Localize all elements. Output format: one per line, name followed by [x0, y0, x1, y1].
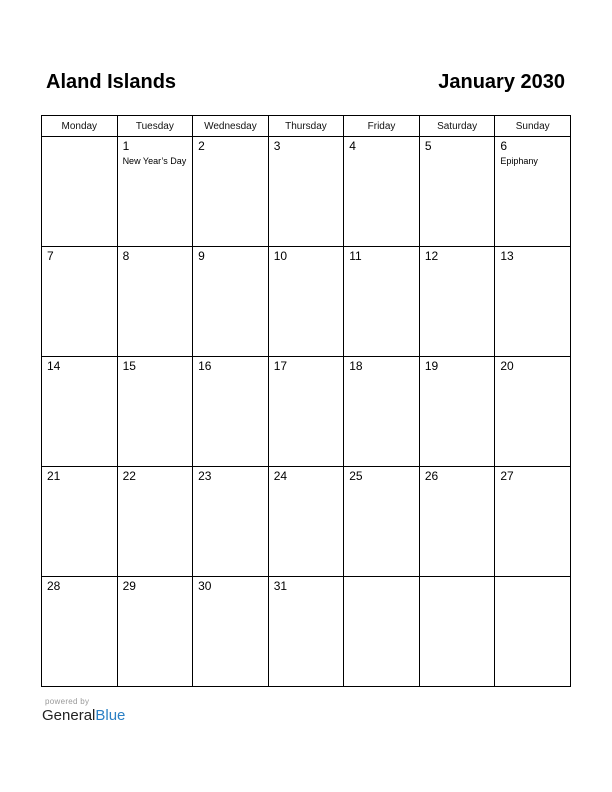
day-number: 20 — [500, 359, 514, 373]
empty-day-cell — [495, 577, 571, 687]
calendar-grid — [41, 115, 571, 687]
day-number: 26 — [424, 469, 439, 483]
weekday-header: Sunday — [495, 116, 571, 137]
day-number: 24 — [273, 469, 288, 483]
day-number: 4 — [349, 139, 356, 153]
day-cell — [344, 137, 420, 247]
day-cell — [344, 247, 420, 357]
day-number: 15 — [122, 359, 136, 373]
weekday-header: Tuesday — [117, 116, 193, 137]
day-cell — [193, 467, 269, 577]
day-cell — [117, 247, 193, 357]
day-cell — [42, 247, 118, 357]
day-number: 6 — [500, 139, 508, 153]
day-cell — [344, 357, 420, 467]
day-number: 30 — [198, 579, 212, 593]
day-cell — [193, 357, 269, 467]
empty-day-cell — [42, 137, 118, 247]
weekday-header: Friday — [344, 116, 420, 137]
week-row — [42, 577, 571, 687]
day-cell — [419, 467, 495, 577]
week-row — [42, 467, 571, 577]
day-number: 22 — [122, 469, 136, 483]
day-cell — [419, 357, 495, 467]
day-cell — [268, 577, 344, 687]
week-row — [42, 137, 571, 247]
logo-blue-text: Blue — [95, 707, 126, 724]
day-number: 9 — [198, 249, 205, 263]
day-number: 8 — [122, 249, 130, 263]
day-number: 7 — [47, 249, 54, 263]
day-cell — [268, 467, 344, 577]
week-row — [42, 357, 571, 467]
day-number: 19 — [424, 359, 439, 373]
holiday-label: New Year’s Day — [122, 156, 187, 166]
weekday-header-row — [42, 116, 571, 137]
day-number: 29 — [122, 579, 136, 593]
day-cell — [117, 357, 193, 467]
day-number: 5 — [424, 139, 432, 153]
day-cell — [268, 357, 344, 467]
day-cell — [268, 137, 344, 247]
day-cell — [495, 247, 571, 357]
day-cell — [495, 137, 571, 247]
weekday-header: Thursday — [268, 116, 344, 137]
day-number: 16 — [198, 359, 212, 373]
day-cell — [193, 247, 269, 357]
day-cell — [42, 357, 118, 467]
day-number: 28 — [47, 579, 61, 593]
weekday-header: Saturday — [419, 116, 495, 137]
weekday-header: Monday — [42, 116, 118, 137]
day-cell — [268, 247, 344, 357]
day-cell — [117, 137, 193, 247]
day-cell — [495, 357, 571, 467]
day-number: 23 — [198, 469, 212, 483]
day-cell — [419, 137, 495, 247]
day-number: 2 — [198, 139, 205, 153]
day-number: 17 — [273, 359, 288, 373]
day-cell — [193, 137, 269, 247]
generalblue-logo — [42, 707, 125, 724]
holiday-label: Epiphany — [500, 156, 538, 166]
day-cell — [193, 577, 269, 687]
day-cell — [419, 247, 495, 357]
day-cell — [495, 467, 571, 577]
day-number: 12 — [424, 249, 439, 263]
weekday-header: Wednesday — [193, 116, 269, 137]
empty-day-cell — [344, 577, 420, 687]
day-cell — [117, 577, 193, 687]
day-number: 13 — [500, 249, 514, 263]
day-cell — [42, 577, 118, 687]
powered-by-text: powered by — [45, 697, 90, 706]
day-number: 18 — [349, 359, 363, 373]
day-number: 1 — [122, 139, 130, 153]
calendar-region-title: Aland Islands — [46, 71, 177, 93]
week-row — [42, 247, 571, 357]
day-number: 27 — [500, 469, 514, 483]
logo-general-text: General — [42, 707, 96, 724]
day-number: 31 — [273, 579, 288, 593]
day-cell — [344, 467, 420, 577]
day-number: 11 — [349, 249, 362, 263]
day-number: 21 — [47, 469, 61, 483]
day-number: 14 — [47, 359, 61, 373]
day-cell — [117, 467, 193, 577]
day-number: 10 — [273, 249, 288, 263]
empty-day-cell — [419, 577, 495, 687]
day-cell — [42, 467, 118, 577]
day-number: 25 — [349, 469, 363, 483]
footer-branding — [42, 697, 125, 724]
day-number: 3 — [273, 139, 281, 153]
calendar-month-title: January 2030 — [438, 71, 565, 93]
